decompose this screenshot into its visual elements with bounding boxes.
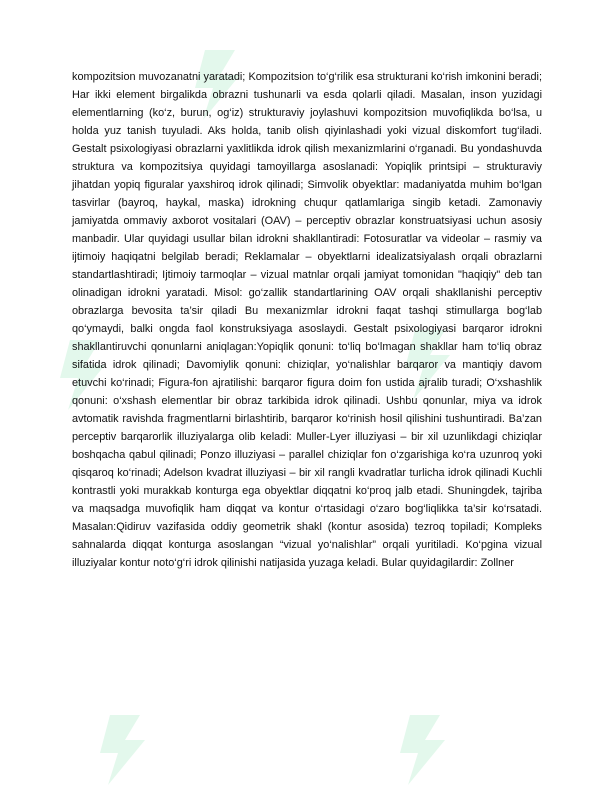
body-paragraph: kompozitsion muvozanatni yaratadi; Kompozitsion to‘g‘rilik esa strukturani ko‘rish imkonini beradi; Har ikki element birgalikda obrazni tushunarli va esda qolarli qiladi. Masalan, inson yuzidagi elementlarning (ko‘z, burun, og‘iz) strukturaviy joylashuvi kompozitsion muvofiqlikda bo‘lsa, u holda yuz tanish tuyuladi. Aks holda, tanib olish qiyinlashadi yoki vizual diskomfort tug‘iladi. Gestalt psixologiyasi obrazlarni yaxlitlikda idrok qilish mexanizmlarini o‘rganadi. Bu yondashuvda struktura va kompozitsiya quyidagi tamoyillarga asoslanadi: Yopiqlik printsipi – strukturaviy jihatdan yopiq figuralar yaxshiroq idrok qilinadi; Simvolik obyektlar: madaniyatda muhim bo‘lgan tasvirlar (bayroq, haykal, maska) idrokning chuqur qatlamlariga singib ketadi. Zamonaviy jamiyatda ommaviy axborot vositalari (OAV) – perceptiv obrazlar konstruatsiyasi uchun asosiy manbadir. Ular quyidagi usullar bilan idrokni shakllantiradi: Fotosuratlar va videolar – rasmiy va ijtimoiy haqiqatni belgilab beradi; Reklamalar – obyektlarni idealizatsiyalash orqali obrazlarni standartlashtiradi; Ijtimoiy tarmoqlar – vizual matnlar orqali jamiyat tomonidan "haqiqiy" deb tan olinadigan idrokni yaratadi. Misol: go‘zallik standartlarining OAV orqali shakllanishi perceptiv obrazlarga bevosita ta’sir qiladi Bu mexanizmlar idrokni faqat tashqi stimullarga bog‘lab qo‘ymaydi, balki ongda faol konstruksiyaga asoslaydi. Gestalt psixologiyasi barqaror idrokni shakllantiruvchi qonunlarni aniqlagan:Yopiqlik qonuni: to‘liq bo‘lmagan shakllar ham to‘liq obraz sifatida idrok qilinadi; Davomiylik qonuni: chiziqlar, yo‘nalishlar barqaror va mantiqiy davom etuvchi ko‘rinadi; Figura-fon ajratilishi: barqaror figura doim fon ustida ajralib turadi; O‘xshashlik qonuni: o‘xshash elementlar bir obraz tarkibida idrok qilinadi. Ushbu qonunlar, miya va idrok avtomatik ravishda fragmentlarni birlashtirib, barqaror ko‘rinish hosil qilishini tushuntiradi. Ba’zan perceptiv barqarorlik illuziyalarga olib keladi: Muller-Lyer illuziyasi – bir xil uzunlikdagi chiziqlar boshqacha qabul qilinadi; Ponzo illuziyasi – parallel chiziqlar fon o‘zgarishiga ko‘ra uzunroq yoki qisqaroq ko‘rinadi; Adelson kvadrat illuziyasi – bir xil rangli kvadratlar turlicha idrok qilinadi Kuchli kontrastli yoki murakkab konturga ega obyektlar diqqatni ko‘proq jalb etadi. Shuningdek, tajriba va maqsadga muvofiqlik ham diqqat va kontur o‘rtasidagi o‘zaro bog‘liqlikka ta’sir ko‘rsatadi. Masalan:Qidiruv vazifasida oddiy geometrik shakl (kontur asosida) tezroq topiladi; Kompleks sahnalarda diqqat konturga asoslangan “vizual yo‘nalishlar” orqali yuritiladi. Ko‘pgina vizual illuziyalar kontur noto‘g‘ri idrok qilinishi natijasida yuzaga keladi. Bular quyidagilardir: Zollner <box>72 71 542 570</box>
watermark-logo-icon <box>80 705 170 792</box>
watermark-logo-icon <box>380 705 470 792</box>
